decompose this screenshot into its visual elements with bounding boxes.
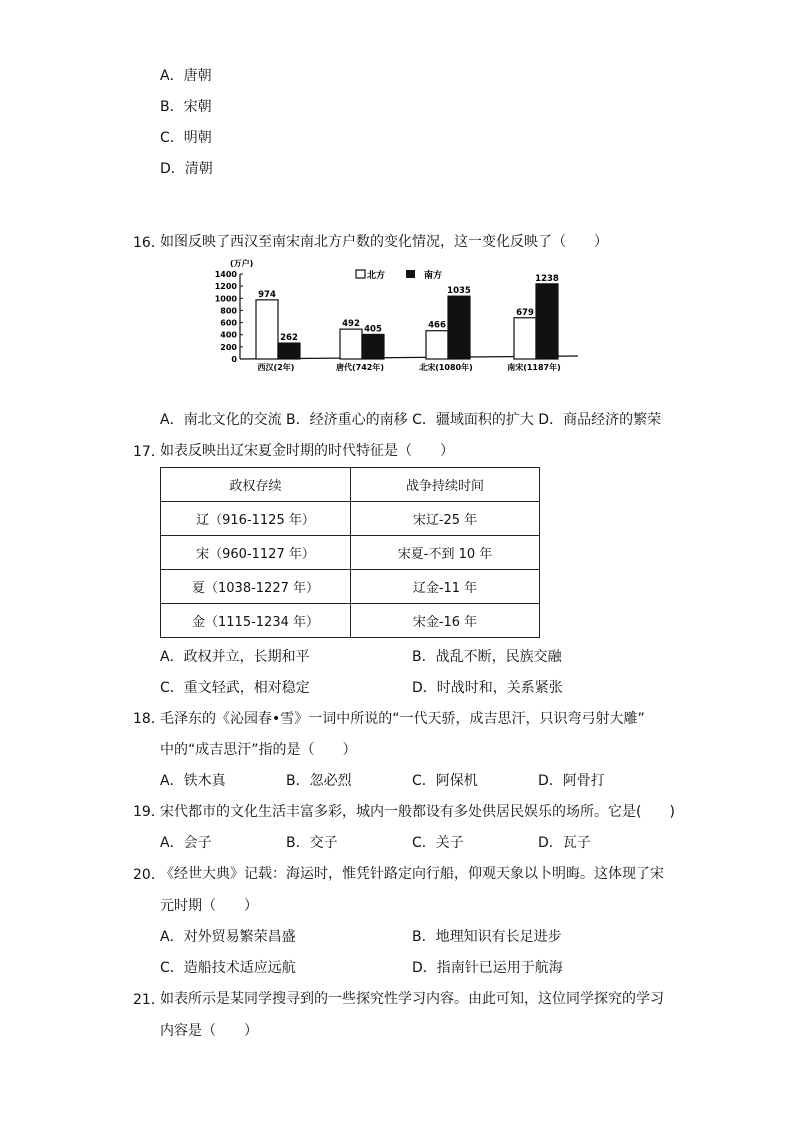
table-cell: 宋夏-不到 10 年 (351, 536, 540, 570)
y-tick-label: 1000 (214, 294, 237, 304)
table-cell: 宋辽-25 年 (351, 502, 540, 536)
table-row (161, 604, 540, 638)
table-header-row (161, 468, 540, 502)
q15-option-d: D．清朝 (160, 161, 213, 177)
q17-option-b: B．战乱不断，民族交融 (412, 649, 562, 665)
y-tick-label: 1400 (214, 270, 237, 279)
q21-number: 21． (133, 992, 165, 1008)
q20-number: 20． (133, 867, 165, 883)
q18-option-c: C．阿保机 (412, 773, 478, 789)
q19-option-c: C．关子 (412, 835, 464, 851)
q19-option-b: B．交子 (286, 835, 338, 851)
bar-value-label: 492 (342, 319, 360, 330)
q19-option-d: D．瓦子 (538, 835, 591, 851)
q17-option-d: D．时战时和，关系紧张 (412, 680, 563, 696)
q18-stem-line2: 中的“成吉思汗”指的是（ ） (160, 742, 357, 758)
q20-option-a: A．对外贸易繁荣昌盛 (160, 929, 296, 945)
y-tick-label: 200 (220, 342, 237, 352)
y-tick-label: 1200 (214, 282, 237, 292)
y-tick-label: 400 (220, 330, 237, 340)
q18-stem-line1: 毛泽东的《沁园春•雪》一词中所说的“一代天骄，成吉思汗，只识弯弓射大雕” (160, 711, 645, 727)
q16-options: A．南北文化的交流 B．经济重心的南移 C．疆域面积的扩大 D．商品经济的繁荣 (160, 412, 662, 428)
bar-south (536, 284, 558, 359)
table-header: 政权存续 (161, 468, 351, 502)
bar-value-label: 405 (364, 324, 382, 335)
q18-option-b: B．忽必烈 (286, 773, 352, 789)
q16-stem: 如图反映了西汉至南宋南北方户数的变化情况，这一变化反映了（ ） (160, 234, 608, 250)
table-cell: 宋（960-1127 年） (161, 536, 351, 570)
q19-option-a: A．会子 (160, 835, 212, 851)
x-category-label: 唐代(742年) (335, 363, 385, 372)
q18-option-d: D．阿骨打 (538, 773, 605, 789)
legend-north-label: 北方 (367, 271, 386, 281)
bar-value-label: 679 (516, 307, 534, 318)
y-tick-label: 800 (220, 306, 237, 316)
table-row (161, 570, 540, 604)
x-category-label: 西汉(2年) (257, 363, 295, 372)
q17-stem: 如表反映出辽宋夏金时期的时代特征是（ ） (160, 443, 454, 459)
table-header: 战争持续时间 (351, 468, 540, 502)
table-row (161, 536, 540, 570)
q15-option-a: A．唐朝 (160, 68, 212, 84)
q20-option-b: B．地理知识有长足进步 (412, 929, 562, 945)
q21-stem-line1: 如表所示是某同学搜寻到的一些探究性学习内容。由此可知，这位同学探究的学习 (160, 991, 664, 1007)
chart-ylabel: (万户) (230, 259, 254, 268)
q17-table (160, 467, 540, 638)
table-cell: 夏（1038-1227 年） (161, 570, 351, 604)
q19-stem: 宋代都市的文化生活丰富多彩，城内一般都设有多处供居民娱乐的场所。它是( ) (160, 804, 675, 820)
table-row (161, 502, 540, 536)
y-tick-label: 600 (220, 318, 237, 328)
q17-number: 17． (133, 444, 165, 460)
legend-south-swatch (406, 270, 415, 278)
bar-north (426, 331, 448, 359)
bar-south (448, 296, 470, 359)
q19-number: 19． (133, 804, 165, 820)
legend-north-swatch (356, 270, 365, 278)
q20-option-c: C．造船技术适应远航 (160, 960, 296, 976)
table-cell: 辽金-11 年 (351, 570, 540, 604)
bar-south (278, 343, 300, 359)
q18-option-a: A．铁木真 (160, 773, 226, 789)
bar-south (362, 334, 384, 359)
q15-option-b: B．宋朝 (160, 99, 212, 115)
q15-option-c: C．明朝 (160, 130, 212, 146)
x-category-label: 南宋(1187年) (507, 363, 561, 372)
y-tick-label: 0 (231, 355, 237, 364)
q21-stem-line2: 内容是（ ） (160, 1023, 258, 1039)
bar-value-label: 1238 (535, 273, 559, 284)
q17-option-c: C．重文轻武，相对稳定 (160, 680, 310, 696)
q17-option-a: A．政权并立，长期和平 (160, 649, 310, 665)
q16-bar-chart (210, 258, 590, 378)
q20-stem-line2: 元时期（ ） (160, 898, 258, 914)
x-category-label: 北宋(1080年) (419, 363, 473, 372)
bar-value-label: 974 (258, 289, 276, 300)
q20-stem-line1: 《经世大典》记载：海运时，惟凭针路定向行船，仰观天象以卜明晦。这体现了宋 (160, 866, 664, 882)
legend-south-label: 南方 (424, 271, 443, 281)
q18-number: 18． (133, 711, 165, 727)
bar-value-label: 262 (280, 333, 298, 344)
bar-north (340, 329, 362, 359)
q16-number: 16． (133, 235, 165, 251)
bar-value-label: 466 (428, 320, 446, 331)
q20-option-d: D．指南针已运用于航海 (412, 960, 563, 976)
bar-north (514, 318, 536, 359)
table-cell: 辽（916-1125 年） (161, 502, 351, 536)
table-cell: 金（1115-1234 年） (161, 604, 351, 638)
bar-value-label: 1035 (447, 286, 471, 297)
table-cell: 宋金-16 年 (351, 604, 540, 638)
bar-north (256, 300, 278, 359)
